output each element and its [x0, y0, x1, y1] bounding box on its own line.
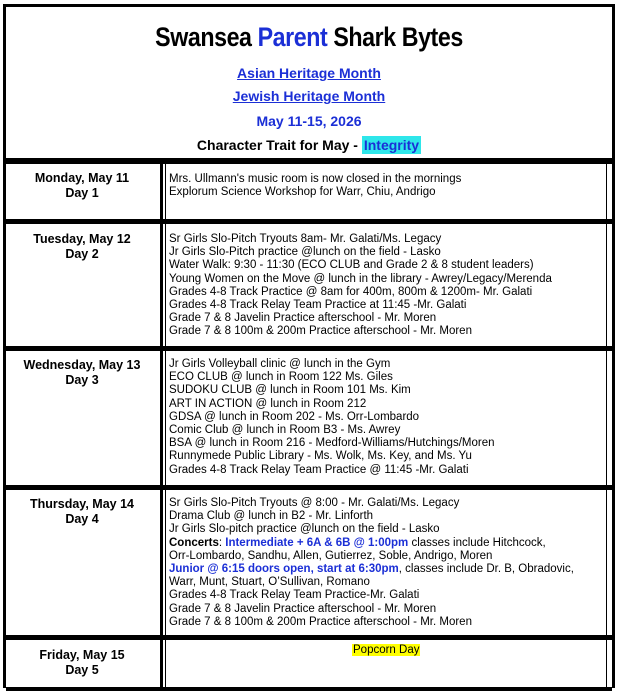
newsletter-frame [3, 4, 615, 688]
trait-label: Character Trait for May - [196, 137, 362, 153]
day-name: Wednesday, May 13 [23, 358, 141, 372]
list-item: Orr-Lombardo, Sandhu, Allen, Gutierrez, Soble, Andrigo, Moren [169, 549, 493, 562]
divider [6, 158, 612, 164]
list-item: SUDOKU CLUB @ lunch in Room 101 Ms. Kim [169, 384, 411, 397]
list-item: Jr Girls Volleyball clinic @ lunch in the Gym [169, 358, 391, 370]
asian-heritage-link[interactable]: Asian Heritage Month [237, 65, 381, 81]
list-item: Grades 4-8 Track Relay Team Practice @ 11:45 -Mr. Galati [169, 463, 469, 476]
junior-line [169, 563, 609, 576]
list-item: Grade 7 & 8 Javelin Practice afterschool - Mr. Moren [169, 602, 437, 615]
day-label-wednesday [6, 358, 158, 388]
list-item: BSA @ lunch in Room 216 - Medford-Williams/Hutchings/Moren [169, 437, 495, 450]
concerts-label: Concerts [169, 536, 219, 549]
list-item: Grade 7 & 8 100m & 200m Practice afterschool - Mr. Moren [169, 615, 472, 628]
concerts-line [169, 537, 609, 550]
title-part-1: Swansea [155, 22, 252, 52]
list-item: Grade 7 & 8 Javelin Practice afterschool - Mr. Moren [169, 312, 437, 325]
column-divider [160, 164, 163, 687]
day-number: Day 4 [65, 512, 99, 526]
day-label-monday [6, 171, 158, 201]
concerts-colon: : [218, 536, 226, 549]
concerts-rest: classes include Hitchcock, [408, 536, 546, 549]
popcorn-day-highlight: Popcorn Day [353, 644, 420, 656]
title-part-3: Shark Bytes [333, 22, 463, 52]
jewish-heritage-link[interactable]: Jewish Heritage Month [232, 88, 386, 104]
divider [6, 219, 612, 224]
day-content-thursday [169, 497, 609, 629]
list-item: Grades 4-8 Track Relay Team Practice-Mr. Galati [169, 589, 420, 602]
page-title [48, 22, 569, 53]
column-divider [165, 164, 166, 687]
newsletter-header [6, 7, 612, 158]
character-trait [6, 137, 612, 153]
list-item: Runnymede Public Library - Ms. Wolk, Ms. Key, and Ms. Yu [169, 450, 472, 463]
divider [6, 635, 612, 640]
list-item: Comic Club @ lunch in Room B3 - Ms. Awrey [169, 424, 401, 437]
divider [6, 485, 612, 490]
concerts-intermediate: Intermediate + 6A & 6B @ 1:00pm [225, 536, 409, 549]
day-label-thursday [6, 497, 158, 527]
list-item: Grades 4-8 Track Practice @ 8am for 400m, 800m & 1200m- Mr. Galati [169, 285, 533, 298]
day-name: Tuesday, May 12 [33, 232, 131, 246]
list-item: GDSA @ lunch in Room 202 - Ms. Orr-Lombardo [169, 410, 420, 423]
day-number: Day 1 [65, 186, 99, 200]
list-item: Warr, Munt, Stuart, O’Sullivan, Romano [169, 576, 370, 589]
day-number: Day 5 [65, 663, 99, 677]
day-content-wednesday [169, 358, 609, 477]
list-item: Water Walk: 9:30 - 11:30 (ECO CLUB and Grade 2 & 8 student leaders) [169, 259, 534, 272]
junior-rest: , classes include Dr. B, Obradovic, [398, 563, 574, 576]
list-item: Jr Girls Slo-Pitch practice @lunch on the field - Lasko [169, 246, 441, 259]
divider [6, 346, 612, 351]
day-name: Monday, May 11 [34, 171, 130, 185]
day-label-tuesday [6, 232, 158, 262]
day-number: Day 2 [65, 247, 99, 261]
title-part-2: Parent [257, 22, 328, 52]
day-label-friday [6, 648, 158, 678]
list-item: Sr Girls Slo-Pitch Tryouts 8am- Mr. Galati/Ms. Legacy [169, 233, 442, 245]
concerts-junior: Junior @ 6:15 doors open, start at 6:30pm [169, 563, 399, 576]
list-item: Grades 4-8 Track Relay Team Practice at 11:45 -Mr. Galati [169, 299, 467, 312]
day-number: Day 3 [65, 373, 99, 387]
week-date-range: May 11-15, 2026 [256, 113, 362, 129]
day-name: Thursday, May 14 [30, 497, 134, 511]
list-item: Explorum Science Workshop for Warr, Chiu, Andrigo [169, 186, 436, 199]
list-item: Drama Club @ lunch in B2 - Mr. Linforth [169, 510, 374, 523]
day-content-monday [169, 173, 609, 199]
list-item: ECO CLUB @ lunch in Room 122 Ms. Giles [169, 371, 393, 384]
list-item: Jr Girls Slo-pitch practice @lunch on the field - Lasko [169, 523, 440, 536]
list-item: Young Women on the Move @ lunch in the library - Awrey/Legacy/Merenda [169, 272, 552, 285]
divider [6, 687, 612, 691]
list-item: Sr Girls Slo-Pitch Tryouts @ 8:00 - Mr. Galati/Ms. Legacy [169, 497, 460, 509]
trait-value: Integrity [363, 137, 420, 153]
list-item: Mrs. Ullmann's music room is now closed in the mornings [169, 173, 462, 185]
list-item: Grade 7 & 8 100m & 200m Practice afterschool - Mr. Moren [169, 325, 472, 338]
day-name: Friday, May 15 [39, 648, 125, 662]
list-item: ART IN ACTION @ lunch in Room 212 [169, 397, 367, 410]
day-content-tuesday [169, 233, 609, 339]
